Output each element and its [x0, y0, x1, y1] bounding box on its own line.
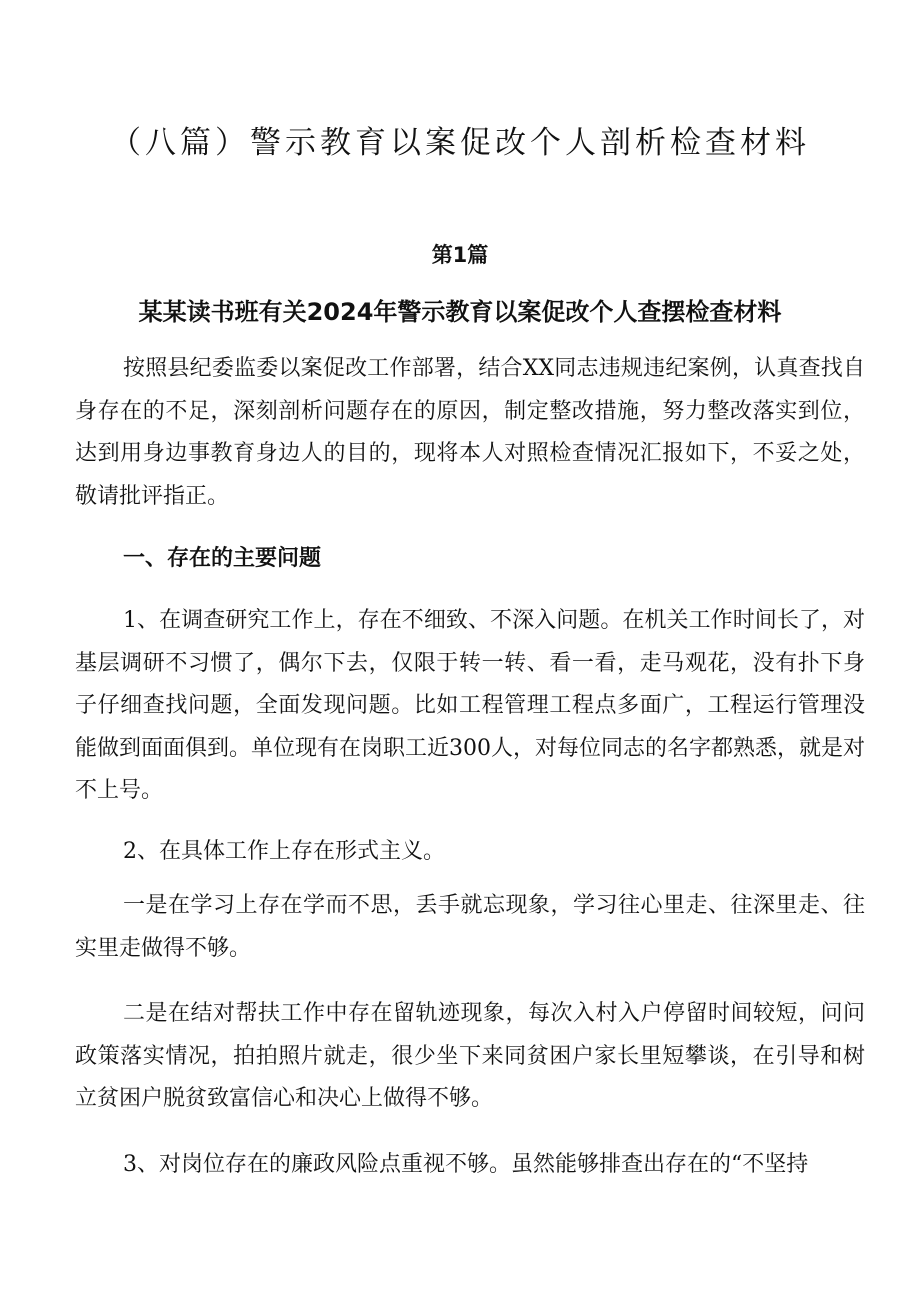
paragraph-item-2-point-1: 一是在学习上存在学而不思，丢手就忘现象，学习往心里走、往深里走、往实里走做得不够。 — [75, 893, 865, 961]
paragraph-item-2-point-2: 二是在结对帮扶工作中存在留轨迹现象，每次入村入户停留时间较短，问问政策落实情况，拍拍照片就走，很少坐下来同贫困户家长里短攀谈，在引导和树立贫困户脱贫致富信心和决心上做得不够。 — [75, 1001, 865, 1111]
part-heading: 第1篇 — [431, 243, 489, 267]
document-title: （八篇）警示教育以案促改个人剖析检查材料 — [110, 125, 810, 161]
intro-paragraph: 按照县纪委监委以案促改工作部署，结合XX同志违规违纪案例，认真查找自身存在的不足，深刻剖析问题存在的原因，制定整改措施，努力整改落实到位，达到用身边事教育身边人的目的，现将本人对照检查情况汇报如下，不妥之处，敬请批评指正。 — [75, 356, 865, 509]
article-title: 某某读书班有关2024年警示教育以案促改个人查摆检查材料 — [138, 298, 782, 326]
paragraph-item-3: 3、对岗位存在的廉政风险点重视不够。虽然能够排查出存在的“不坚持 — [123, 1152, 809, 1177]
section-heading: 一、存在的主要问题 — [123, 546, 322, 571]
paragraph-item-2: 2、在具体工作上存在形式主义。 — [123, 839, 445, 864]
paragraph-item-1: 1、在调查研究工作上，存在不细致、不深入问题。在机关工作时间长了，对基层调研不习惯了，偶尔下去，仅限于转一转、看一看，走马观花，没有扑下身子仔细查找问题，全面发现问题。比如工程管理工程点多面广，工程运行管理没能做到面面俱到。单位现有在岗职工近300人，对每位同志的名字都熟悉，就是对不上号。 — [75, 608, 865, 803]
